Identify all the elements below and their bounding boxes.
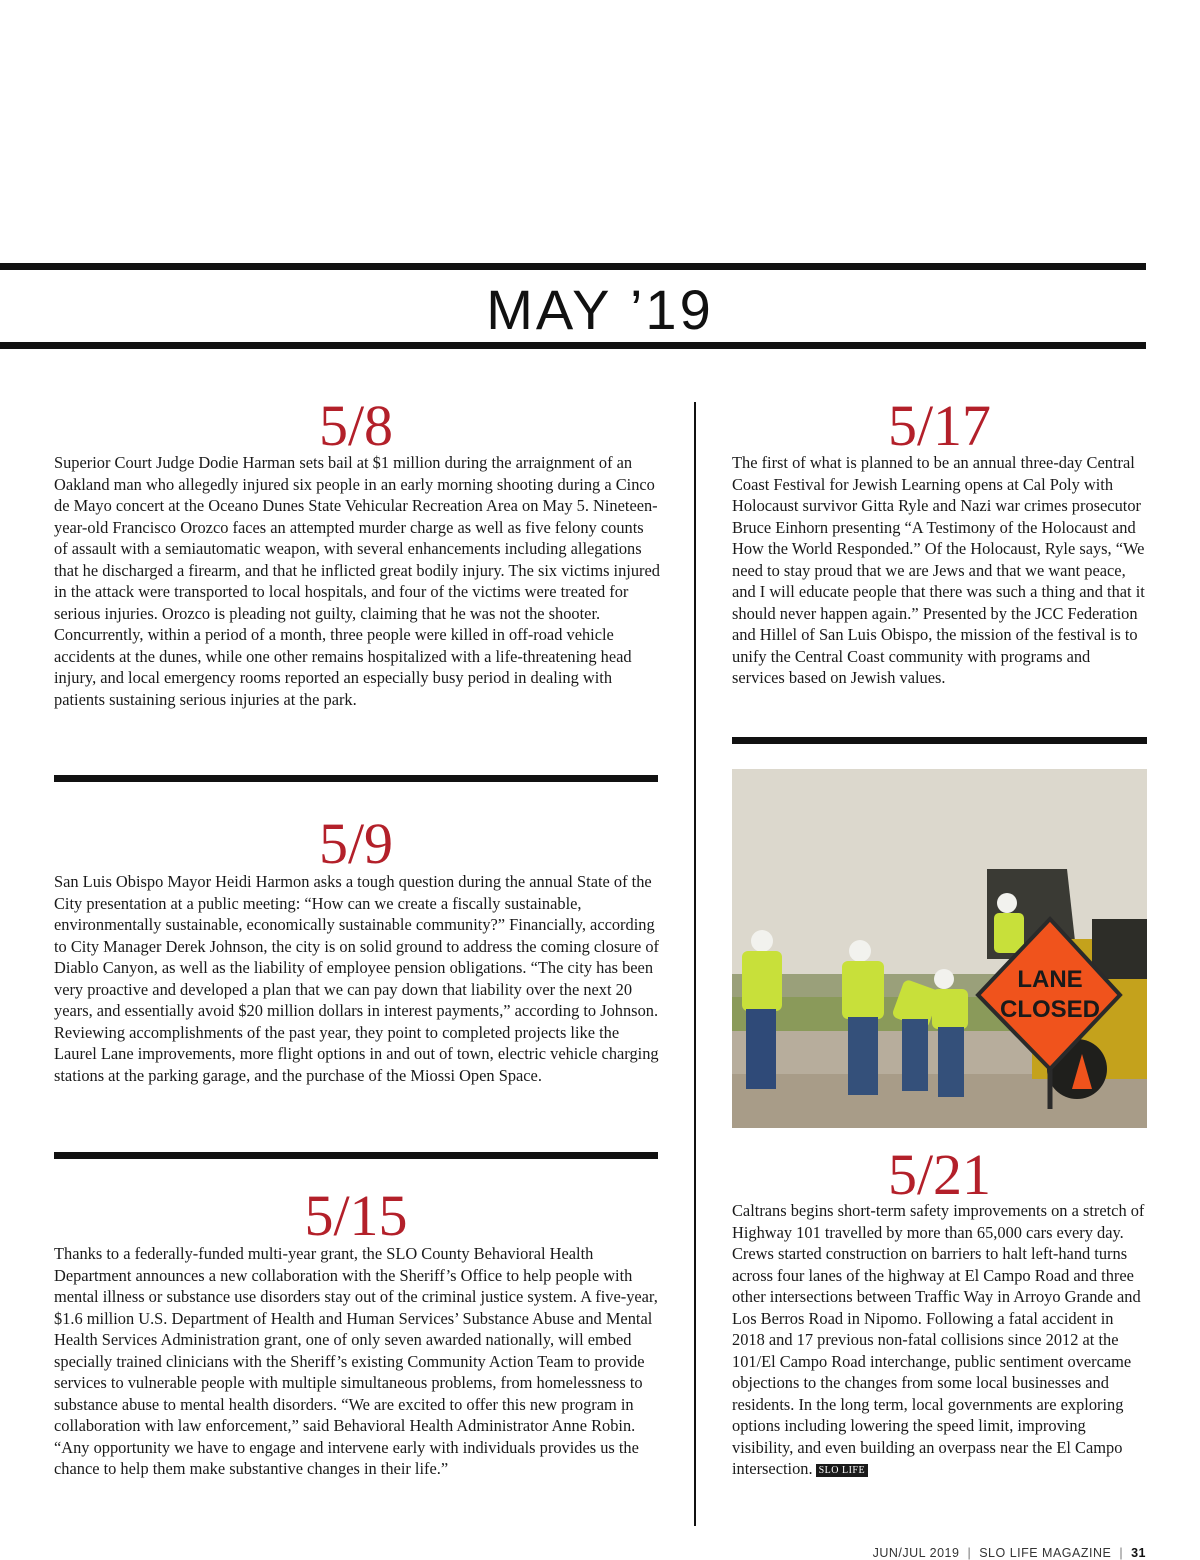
entry-text: The first of what is planned to be an annual three-day Central Coast Festival for Jewish Learning opens at Cal Poly with Holocaust survivor Gitta Ryle and Nazi war crimes prosecutor Bruce Einhorn presenting “A Testimony of the Holocaust and How the World Responded.” Of the Holocaust, Ryle says, “We need to stay proud that we are Jews and that we want peace, and I will educate people that there was such a thing and that it should never happen again.” Presented by the JCC Federation and Hillel of San Luis Obispo, the mission of the festival is to unify the Central Coast community with programs and services based on Jewish values. (732, 453, 1145, 687)
footer-separator: | (1119, 1546, 1124, 1560)
sign-text-line2: CLOSED (999, 996, 1101, 1023)
entry-date: 5/17 (887, 393, 992, 458)
sign-text-line1: LANE (1017, 966, 1083, 993)
section-rule (54, 775, 658, 782)
construction-photo (732, 769, 1147, 1128)
end-mark: SLO LIFE (816, 1464, 869, 1477)
entry-text (732, 1200, 1146, 1480)
entry-date: 5/9 (318, 811, 394, 876)
month-heading: MAY ’19 (486, 278, 714, 341)
entry-date: 5/21 (887, 1142, 992, 1207)
entry-text: Superior Court Judge Dodie Harman sets bail at $1 million during the arraignment of an Oakland man who allegedly injured six people in an early morning shooting during a Cinco de Mayo concert at the Oceano Dunes State Vehicular Recreation Area on May 5. Nineteen-year-old Francisco Orozco faces an attempted murder charge as well as five felony counts of assault with a semiautomatic weapon, with several enhancements including allegations that he discharged a firearm, and that he inflicted great bodily injury. The six victims injured in the attack were transported to local hospitals, and four of the victims were treated for serious injuries. Orozco is pleading not guilty, claiming that he was not the shooter. Concurrently, within a period of a month, three people were killed in off-road vehicle accidents at the dunes, while one other remains hospitalized with a life-threatening head injury, and local emergency rooms reported an especially busy period in dealing with patients sustaining serious injuries at the park. (54, 453, 660, 709)
entry-text: Thanks to a federally-funded multi-year grant, the SLO County Behavioral Health Department announces a new collaboration with the Sheriff’s Office to help people with mental illness or substance use disorders stay out of the criminal justice system. A five-year, $1.6 million U.S. Department of Health and Human Services’ Substance Abuse and Mental Health Services Administration grant, one of only seven awarded nationally, will embed specially trained clinicians with the Sheriff’s existing Community Action Team to provide services to vulnerable people with multiple simultaneous problems, from homelessness to substance abuse to mental health disorders. “We are excited to offer this new program in collaboration with law enforcement,” said Behavioral Health Administrator Anne Robin. “Any opportunity we have to engage and intervene early with individuals provides us the chance to help them make substantive changes in their life.” (54, 1244, 658, 1478)
header-rule-top (0, 263, 1146, 270)
worker-figure (842, 940, 884, 1095)
page-number: 31 (1131, 1546, 1146, 1560)
entry-date: 5/15 (304, 1183, 408, 1248)
header-rule-bottom (0, 342, 1146, 349)
footer-issue: JUN/JUL 2019 (872, 1546, 960, 1560)
entry-date: 5/8 (318, 393, 394, 458)
footer-magazine: SLO LIFE MAGAZINE (979, 1546, 1112, 1560)
entry-text: San Luis Obispo Mayor Heidi Harmon asks a tough question during the annual State of the City presentation at a public meeting: “How can we create a fiscally sustainable, environmentally sustainable, economically sustainable community?” Financially, according to City Manager Derek Johnson, the city is on solid ground to address the coming closure of Diablo Canyon, as well as the liability of employee pension obligations. “The city has been very proactive and developed a plan that we can pay down that liability over the next 20 years, and essentially avoid $20 million dollars in interest payments,” according to Johnson. Reviewing accomplishments of the past year, they point to completed projects like the Laurel Lane improvements, more flight options in and out of town, electric vehicle charging stations at the parking garage, and the purchase of the Miossi Open Space. (54, 872, 659, 1085)
entry-text-content: Caltrans begins short-term safety improvements on a stretch of Highway 101 travelled by more than 65,000 cars every day. Crews started construction on barriers to halt left-hand turns across four lanes of the highway at El Campo Road and three other intersections between Traffic Way in Arroyo Grande and Los Berros Road in Nipomo. Following a fatal accident in 2018 and 17 previous non-fatal collisions since 2012 at the 101/El Campo Road interchange, public sentiment overcame objections to the changes from some local businesses and residents. In the long term, local governments are exploring options including lowering the speed limit, improving visibility, and even building an overpass near the El Campo intersection. (732, 1201, 1145, 1478)
footer-separator: | (967, 1546, 972, 1560)
section-rule (732, 737, 1147, 744)
worker-figure (742, 930, 782, 1089)
column-divider (694, 402, 696, 1526)
section-rule (54, 1152, 658, 1159)
